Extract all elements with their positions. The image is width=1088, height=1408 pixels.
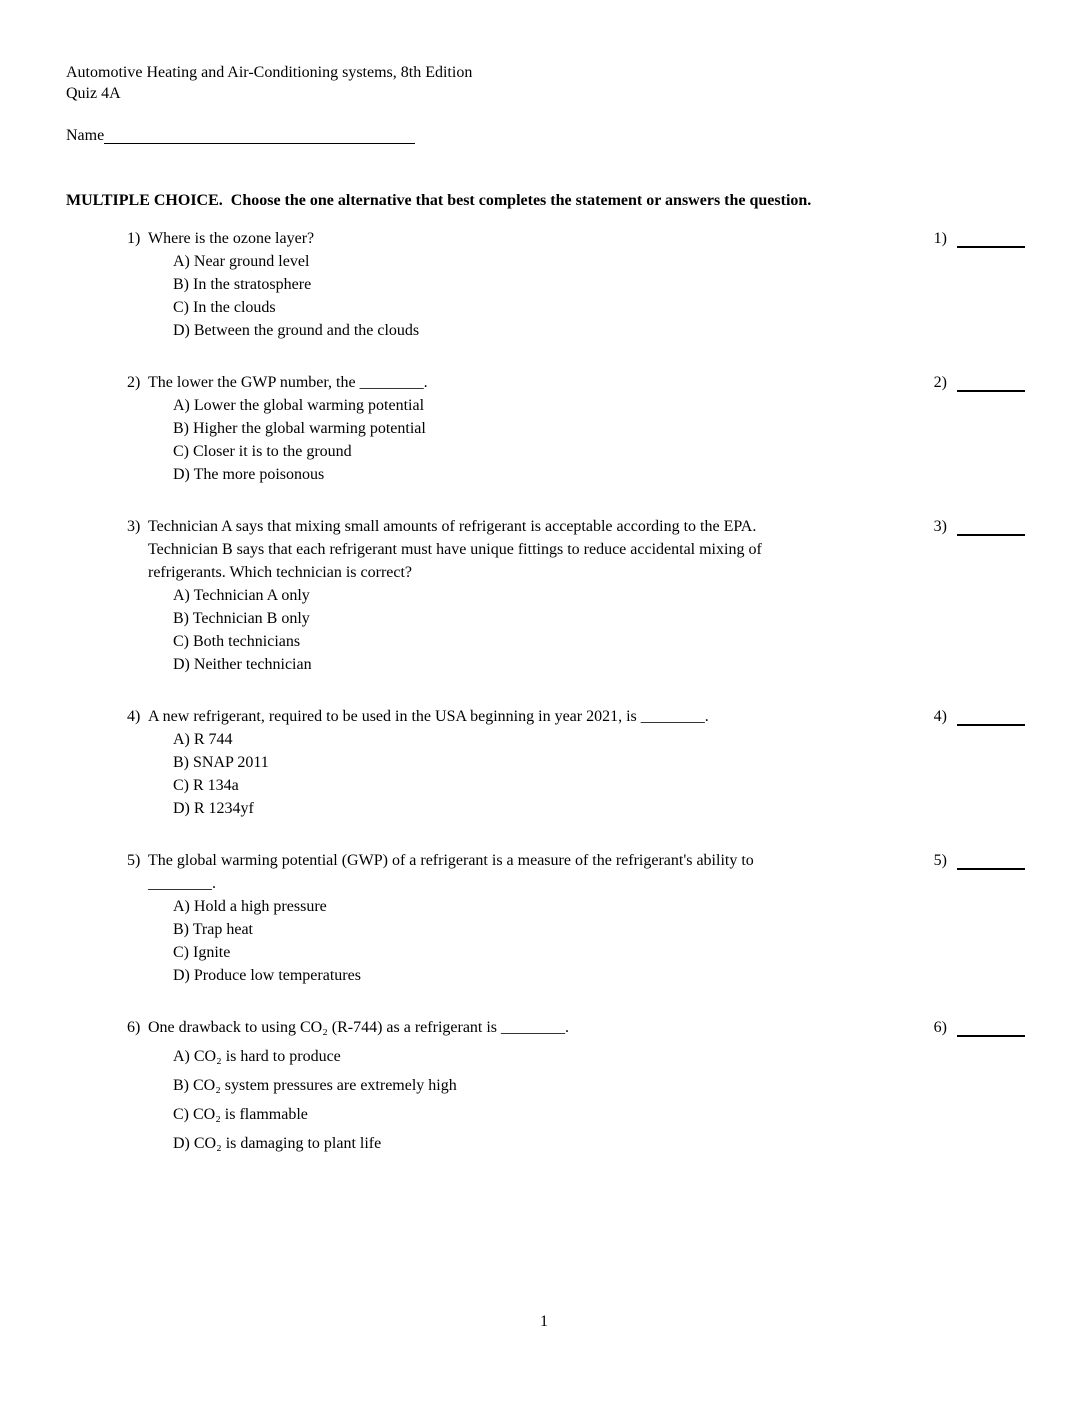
question-number: 1) — [127, 230, 141, 247]
answer-area — [934, 849, 1025, 872]
answer-number: 4) — [933, 708, 947, 725]
option-c: C) Closer it is to the ground — [173, 443, 352, 460]
answer-blank-line — [957, 1023, 1025, 1037]
question-text: A new refrigerant, required to be used in the USA beginning in year 2021, is ________. — [148, 708, 709, 725]
document-header — [66, 62, 1025, 104]
options-list — [127, 250, 895, 342]
answer-area — [934, 1016, 1025, 1039]
options-list — [127, 1045, 895, 1155]
question-5 — [66, 849, 1025, 987]
option-c: C) In the clouds — [173, 299, 276, 316]
book-title: Automotive Heating and Air-Conditioning systems, 8th Edition — [66, 64, 473, 81]
question-2 — [66, 371, 1025, 486]
answer-number: 2) — [933, 374, 947, 391]
question-text: The lower the GWP number, the ________. — [148, 374, 428, 391]
question-text: Technician B says that each refrigerant must have unique fittings to reduce accidental mixing of — [148, 541, 762, 558]
option-b: B) Trap heat — [173, 921, 253, 938]
answer-number: 6) — [933, 1019, 947, 1036]
question-text: Where is the ozone layer? — [148, 230, 315, 247]
question-stem — [127, 227, 895, 250]
option-a: A) R 744 — [173, 731, 233, 748]
option-c: C) Both technicians — [173, 633, 301, 650]
question-6 — [66, 1016, 1025, 1155]
option-a: A) Near ground level — [173, 253, 310, 270]
options-list — [127, 895, 895, 987]
question-stem — [127, 705, 895, 728]
question-number: 3) — [127, 518, 141, 535]
option-d: D) Produce low temperatures — [173, 967, 361, 984]
question-stem — [127, 1016, 895, 1039]
question-stem — [127, 849, 895, 872]
option-b: B) SNAP 2011 — [173, 754, 269, 771]
option-d: D) R 1234yf — [173, 800, 254, 817]
option-a: A) Technician A only — [173, 587, 310, 604]
option-b: B) Technician B only — [173, 610, 310, 627]
name-blank-line — [104, 131, 415, 144]
answer-blank-line — [957, 378, 1025, 392]
answer-number: 5) — [933, 852, 947, 869]
question-number: 2) — [127, 374, 141, 391]
name-row — [66, 124, 1025, 147]
answer-blank-line — [957, 234, 1025, 248]
answer-blank-line — [957, 856, 1025, 870]
section-instructions: MULTIPLE CHOICE. Choose the one alternative that best completes the statement or answers the question. — [66, 192, 812, 209]
question-stem — [127, 371, 895, 394]
question-4 — [66, 705, 1025, 820]
question-text: One drawback to using CO₂ (R-744) as a refrigerant is ________. — [148, 1019, 570, 1036]
question-number: 4) — [127, 708, 141, 725]
answer-area — [934, 705, 1025, 728]
answer-area — [934, 515, 1025, 538]
option-b: B) Higher the global warming potential — [173, 420, 426, 437]
question-1 — [66, 227, 1025, 342]
answer-blank-line — [957, 522, 1025, 536]
option-c: C) R 134a — [173, 777, 239, 794]
option-d: D) Neither technician — [173, 656, 312, 673]
option-d: D) CO₂ is damaging to plant life — [173, 1135, 382, 1152]
answer-blank-line — [957, 712, 1025, 726]
option-d: D) The more poisonous — [173, 466, 325, 483]
name-label: Name — [66, 127, 105, 144]
question-number: 6) — [127, 1019, 141, 1036]
option-c: C) Ignite — [173, 944, 231, 961]
question-stem — [127, 515, 895, 538]
answer-number: 1) — [933, 230, 947, 247]
options-list — [127, 394, 895, 486]
option-b: B) CO₂ system pressures are extremely high — [173, 1077, 457, 1094]
option-a: A) CO₂ is hard to produce — [173, 1048, 341, 1065]
options-list — [127, 728, 895, 820]
answer-area — [934, 227, 1025, 250]
answer-number: 3) — [933, 518, 947, 535]
options-list — [127, 584, 895, 676]
option-c: C) CO₂ is flammable — [173, 1106, 308, 1123]
option-a: A) Lower the global warming potential — [173, 397, 425, 414]
question-text: Technician A says that mixing small amounts of refrigerant is acceptable according to the EPA. — [148, 518, 757, 535]
question-3 — [66, 515, 1025, 676]
question-number: 5) — [127, 852, 141, 869]
option-d: D) Between the ground and the clouds — [173, 322, 420, 339]
question-text: The global warming potential (GWP) of a refrigerant is a measure of the refrigerant's ability to — [148, 852, 754, 869]
option-b: B) In the stratosphere — [173, 276, 312, 293]
question-text: refrigerants. Which technician is correct? — [148, 564, 413, 581]
question-text: ________. — [148, 875, 216, 892]
answer-area — [934, 371, 1025, 394]
option-a: A) Hold a high pressure — [173, 898, 327, 915]
questions-list — [66, 227, 1025, 1155]
quiz-title: Quiz 4A — [66, 85, 121, 102]
page-number: 1 — [540, 1313, 548, 1330]
